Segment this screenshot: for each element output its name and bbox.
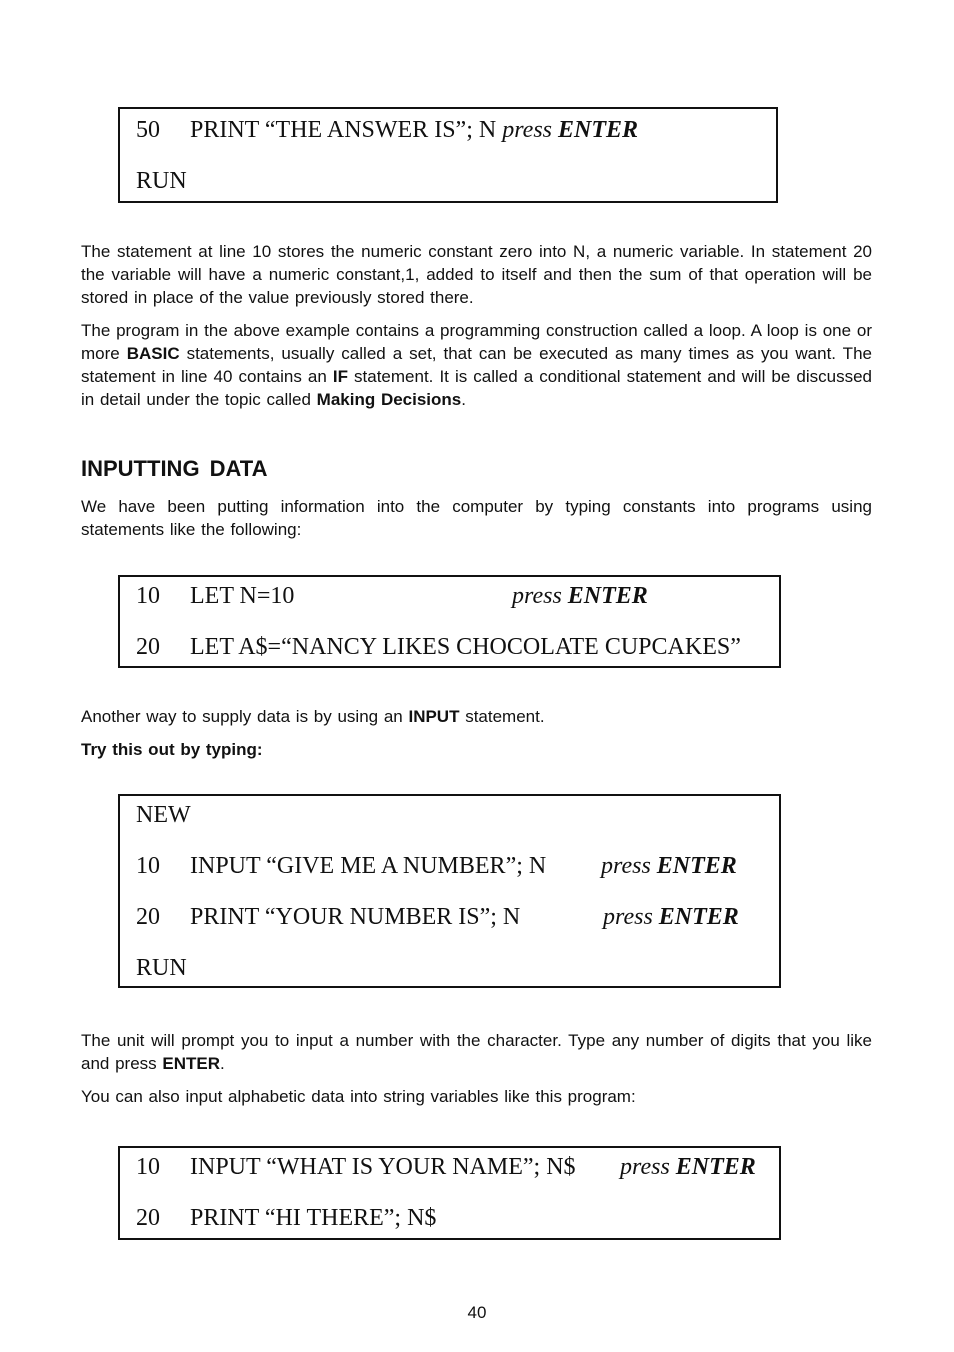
enter-key: ENTER — [675, 1154, 756, 1180]
bold-term: ENTER — [162, 1054, 221, 1073]
code-line — [136, 583, 294, 610]
bold-term: Making Decisions — [316, 390, 462, 409]
code-box-answer — [118, 107, 778, 203]
code-text: NEW — [136, 802, 191, 828]
press-word: press — [601, 853, 651, 879]
text-run: The program in the above example contains a programming construction called a loop. A loop is one or more — [81, 321, 872, 363]
code-text: LET N=10 — [190, 583, 295, 609]
code-box-input-name — [118, 1146, 781, 1240]
code-text: LET A$=“NANCY LIKES CHOCOLATE CUPCAKES” — [190, 634, 741, 660]
code-text: PRINT “HI THERE”; N$ — [190, 1205, 437, 1231]
text-run: . — [220, 1054, 225, 1073]
code-text: PRINT “YOUR NUMBER IS”; N — [190, 904, 521, 930]
line-number: 10 — [136, 1154, 160, 1180]
code-line — [136, 904, 520, 931]
text-run: statement. It is called a conditional statement and will be discussed in detail under the topic called — [81, 367, 872, 409]
line-number: 20 — [136, 1205, 160, 1231]
text-run: Another way to supply data is by using an — [81, 707, 409, 726]
line-number: 10 — [136, 853, 160, 879]
code-text: RUN — [136, 955, 187, 981]
line-number: 20 — [136, 634, 160, 660]
press-instruction — [512, 583, 648, 610]
code-line — [136, 1205, 436, 1232]
section-heading: INPUTTING DATA — [81, 456, 268, 481]
press-instruction — [601, 853, 737, 880]
line-number: 10 — [136, 583, 160, 609]
code-text: PRINT “THE ANSWER IS”; N — [190, 117, 497, 143]
code-text: INPUT “WHAT IS YOUR NAME”; N$ — [190, 1154, 576, 1180]
paragraph-loop-explanation — [81, 319, 872, 411]
press-word: press — [603, 904, 653, 930]
bold-term: INPUT — [408, 707, 460, 726]
code-line — [136, 1154, 576, 1181]
text-run: The unit will prompt you to input a number with the character. Type any number of digits that you like and press — [81, 1031, 872, 1073]
paragraph-try-this: Try this out by typing: — [81, 740, 263, 759]
press-word: press — [620, 1154, 670, 1180]
press-instruction — [620, 1154, 756, 1181]
code-line — [136, 853, 546, 880]
code-box-let — [118, 575, 781, 668]
paragraph-string-variables: You can also input alphabetic data into string variables like this program: — [81, 1087, 636, 1106]
text-run: statement. — [459, 707, 545, 726]
enter-key: ENTER — [658, 904, 739, 930]
paragraph-inputting-intro: We have been putting information into the computer by typing constants into programs using statements like the following: — [81, 497, 872, 539]
code-line — [136, 117, 638, 144]
line-number: 50 — [136, 117, 160, 143]
press-instruction — [603, 904, 739, 931]
code-text: RUN — [136, 168, 187, 194]
code-line — [136, 955, 187, 982]
enter-key: ENTER — [567, 583, 648, 609]
bold-term: BASIC — [126, 344, 180, 363]
code-line — [136, 168, 187, 195]
paragraph-line10-explanation: The statement at line 10 stores the numeric constant zero into N, a numeric variable. In statement 20 the variable will have a numeric constant,1, added to itself and then the sum of that operation will be stored in place of the value previously stored there. — [81, 242, 872, 307]
code-box-input-number — [118, 794, 781, 988]
press-word: press — [502, 117, 552, 143]
paragraph-prompt-explanation — [81, 1029, 872, 1075]
press-instruction — [502, 117, 638, 143]
page-number: 40 — [467, 1303, 487, 1322]
enter-key: ENTER — [656, 853, 737, 879]
enter-key: ENTER — [558, 117, 639, 143]
paragraph-input-statement — [81, 705, 872, 728]
text-run: . — [461, 390, 466, 409]
code-line — [136, 802, 191, 829]
press-word: press — [512, 583, 562, 609]
code-line — [136, 634, 741, 661]
line-number: 20 — [136, 904, 160, 930]
code-text: INPUT “GIVE ME A NUMBER”; N — [190, 853, 547, 879]
bold-term: IF — [332, 367, 348, 386]
text-run: statements, usually called a set, that can be executed as many times as you want. The statement in line 40 contains an — [81, 344, 872, 386]
